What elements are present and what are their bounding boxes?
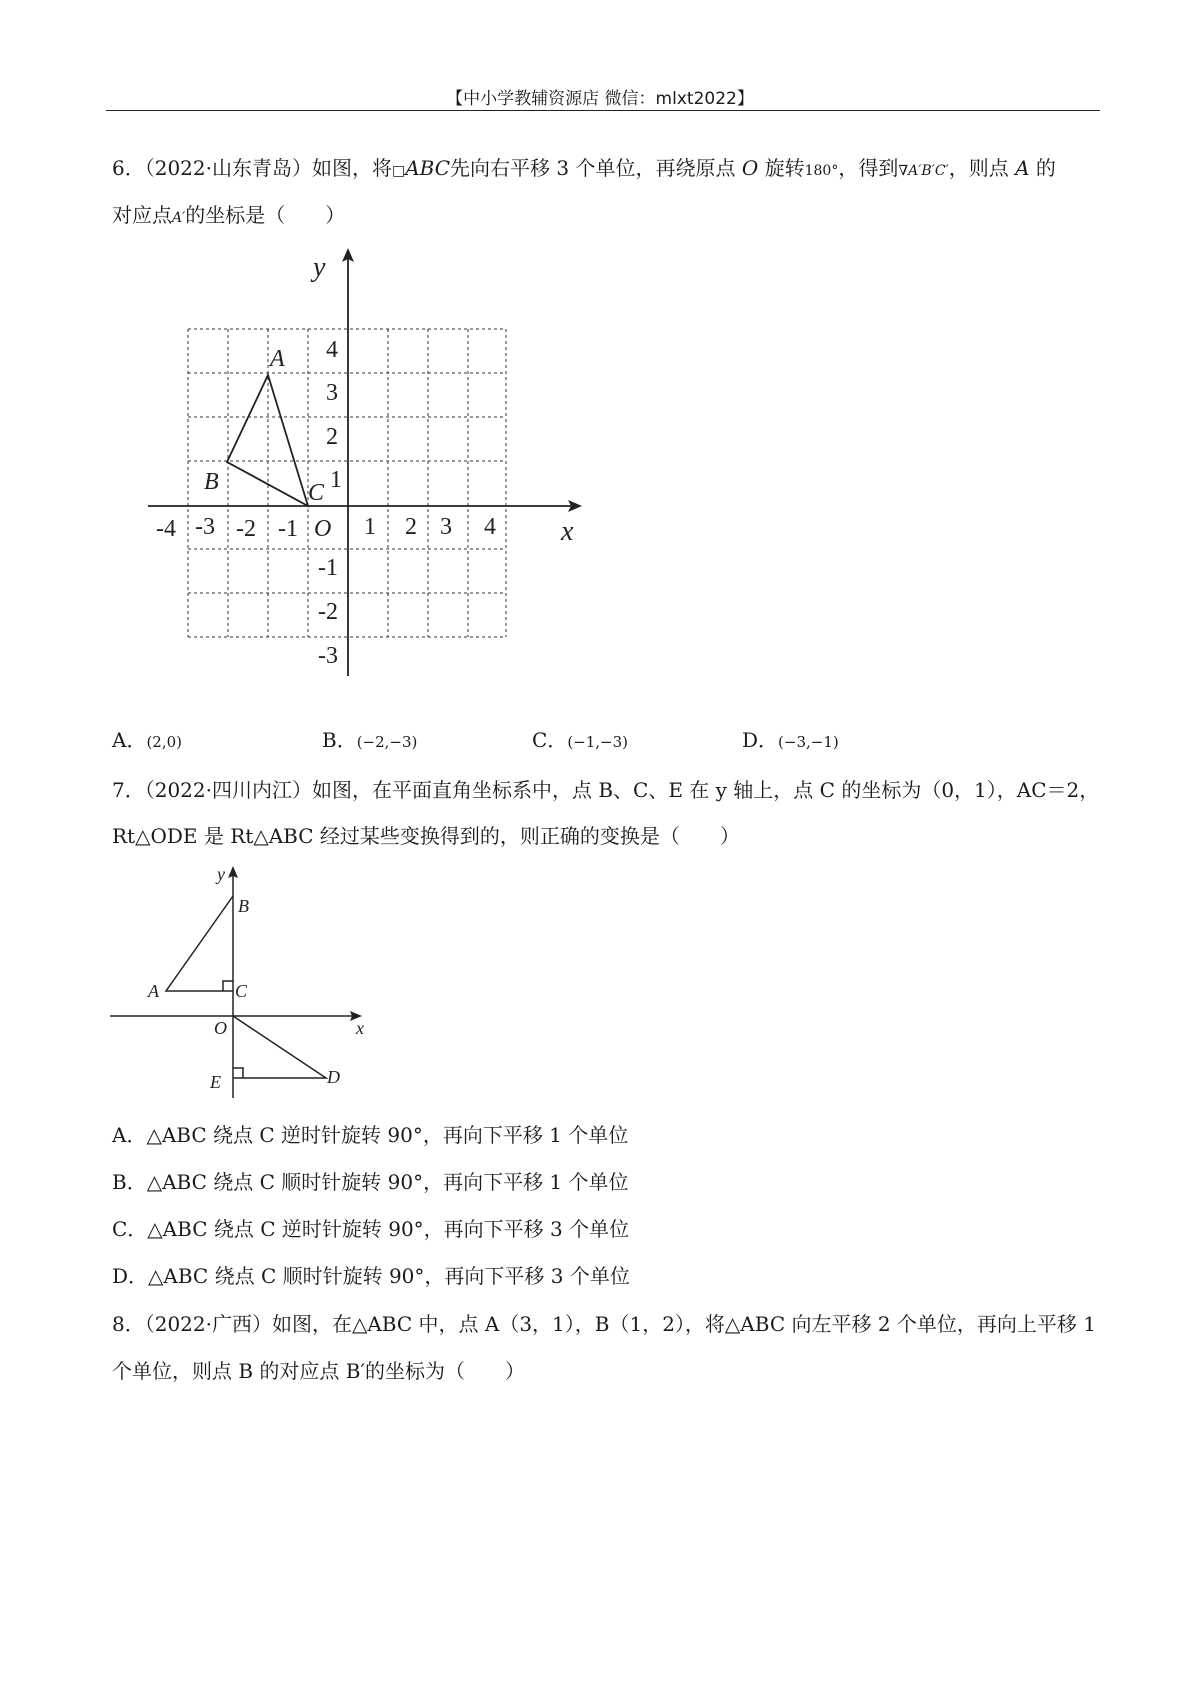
q6-y-tick: 4	[326, 337, 338, 363]
q6-x-tick: -2	[236, 516, 256, 542]
q7-line1: 7．（2022·四川内江）如图，在平面直角坐标系中，点 B、C、E 在 y 轴上，点 C 的坐标为（0，1），AC＝2，	[112, 778, 1100, 802]
q6-text: 先向右平移 3 个单位，再绕原点	[450, 156, 742, 180]
q7-origin-label: O	[214, 1018, 227, 1038]
q6-option-value: (2,0)	[146, 733, 183, 751]
q8-line2: 个单位，则点 B 的对应点 B′的坐标为（ ）	[112, 1359, 526, 1383]
q6-option-value: (−2,−3)	[356, 733, 418, 751]
q6-option-letter: C．	[532, 728, 568, 752]
q6-x-tick: -1	[278, 516, 298, 542]
q6-option-letter: A．	[112, 728, 147, 752]
q7-point-c-label: C	[235, 981, 248, 1001]
q7-option-b[interactable]: B．△ABC 绕点 C 顺时针旋转 90°，再向下平移 1 个单位	[112, 1170, 629, 1194]
q7-point-a-label: A	[148, 981, 159, 1001]
q6-x-axis-label: x	[561, 516, 574, 547]
q6-text: ，得到	[838, 156, 899, 180]
q6-x-tick: 2	[405, 514, 417, 540]
q7-option-a[interactable]: A．△ABC 绕点 C 逆时针旋转 90°，再向下平移 1 个单位	[112, 1123, 629, 1147]
q7-point-e-label: E	[210, 1072, 221, 1092]
q6-option-value: (−1,−3)	[567, 733, 629, 751]
q6-box-glyph: □	[391, 163, 406, 179]
q6-x-tick: -4	[156, 516, 176, 542]
page-header: 【中小学教辅资源店 微信：mlxt2022】	[446, 89, 754, 109]
q6-x-tick: -3	[195, 514, 215, 540]
q6-point-a: A	[1015, 156, 1030, 180]
q6-x-tick: 3	[440, 514, 452, 540]
q6-point-c-label: C	[308, 480, 325, 506]
q6-y-tick: -2	[318, 599, 338, 625]
q6-image-triangle: ∇A′B′C′	[898, 163, 949, 179]
q6-text: 旋转	[758, 156, 805, 180]
q6-text: ，则点	[948, 156, 1016, 180]
q6-text: 对应点	[112, 203, 172, 227]
q6-abc: ABC	[405, 156, 451, 180]
q6-degree: 180°	[804, 163, 839, 179]
q6-y-tick: -3	[318, 643, 338, 669]
q7-labels	[147, 864, 364, 1092]
q6-y-tick: 1	[330, 467, 342, 493]
q6-y-axis-label: y	[313, 252, 326, 283]
q6-point-a-label: A	[270, 346, 285, 372]
q7-point-d-label: D	[327, 1067, 340, 1087]
q7-y-label: y	[217, 864, 225, 884]
q7-line2: Rt△ODE 是 Rt△ABC 经过某些变换得到的，则正确的变换是（ ）	[112, 824, 740, 848]
q6-y-tick: 2	[326, 424, 338, 450]
q6-point-a-prime: A′	[172, 210, 186, 226]
q6-option-value: (−3,−1)	[778, 733, 839, 751]
q6-y-tick: 3	[326, 380, 338, 406]
q8-line1: 8．（2022·广西）如图，在△ABC 中，点 A（3，1），B（1，2），将△ABC 向左平移 2 个单位，再向上平移 1	[112, 1312, 1097, 1336]
q6-text: 的坐标是（ ）	[185, 203, 346, 227]
q6-y-tick: -1	[318, 555, 338, 581]
q6-point-b-label: B	[204, 469, 219, 495]
q6-text: 的	[1029, 156, 1056, 180]
q6-option-letter: D．	[742, 728, 779, 752]
q6-x-tick: 1	[364, 514, 376, 540]
q6-o: O	[741, 156, 759, 180]
q6-x-tick: 4	[484, 514, 496, 540]
q6-origin-label: O	[314, 516, 332, 542]
q7-option-c[interactable]: C．△ABC 绕点 C 逆时针旋转 90°，再向下平移 3 个单位	[112, 1217, 630, 1241]
q7-point-b-label: B	[238, 896, 249, 916]
q7-x-label: x	[356, 1018, 364, 1038]
q6-option-letter: B．	[322, 728, 357, 752]
q6-text: 6．（2022·山东青岛）如图，将	[112, 156, 392, 180]
q7-option-d[interactable]: D．△ABC 绕点 C 顺时针旋转 90°，再向下平移 3 个单位	[112, 1264, 630, 1288]
